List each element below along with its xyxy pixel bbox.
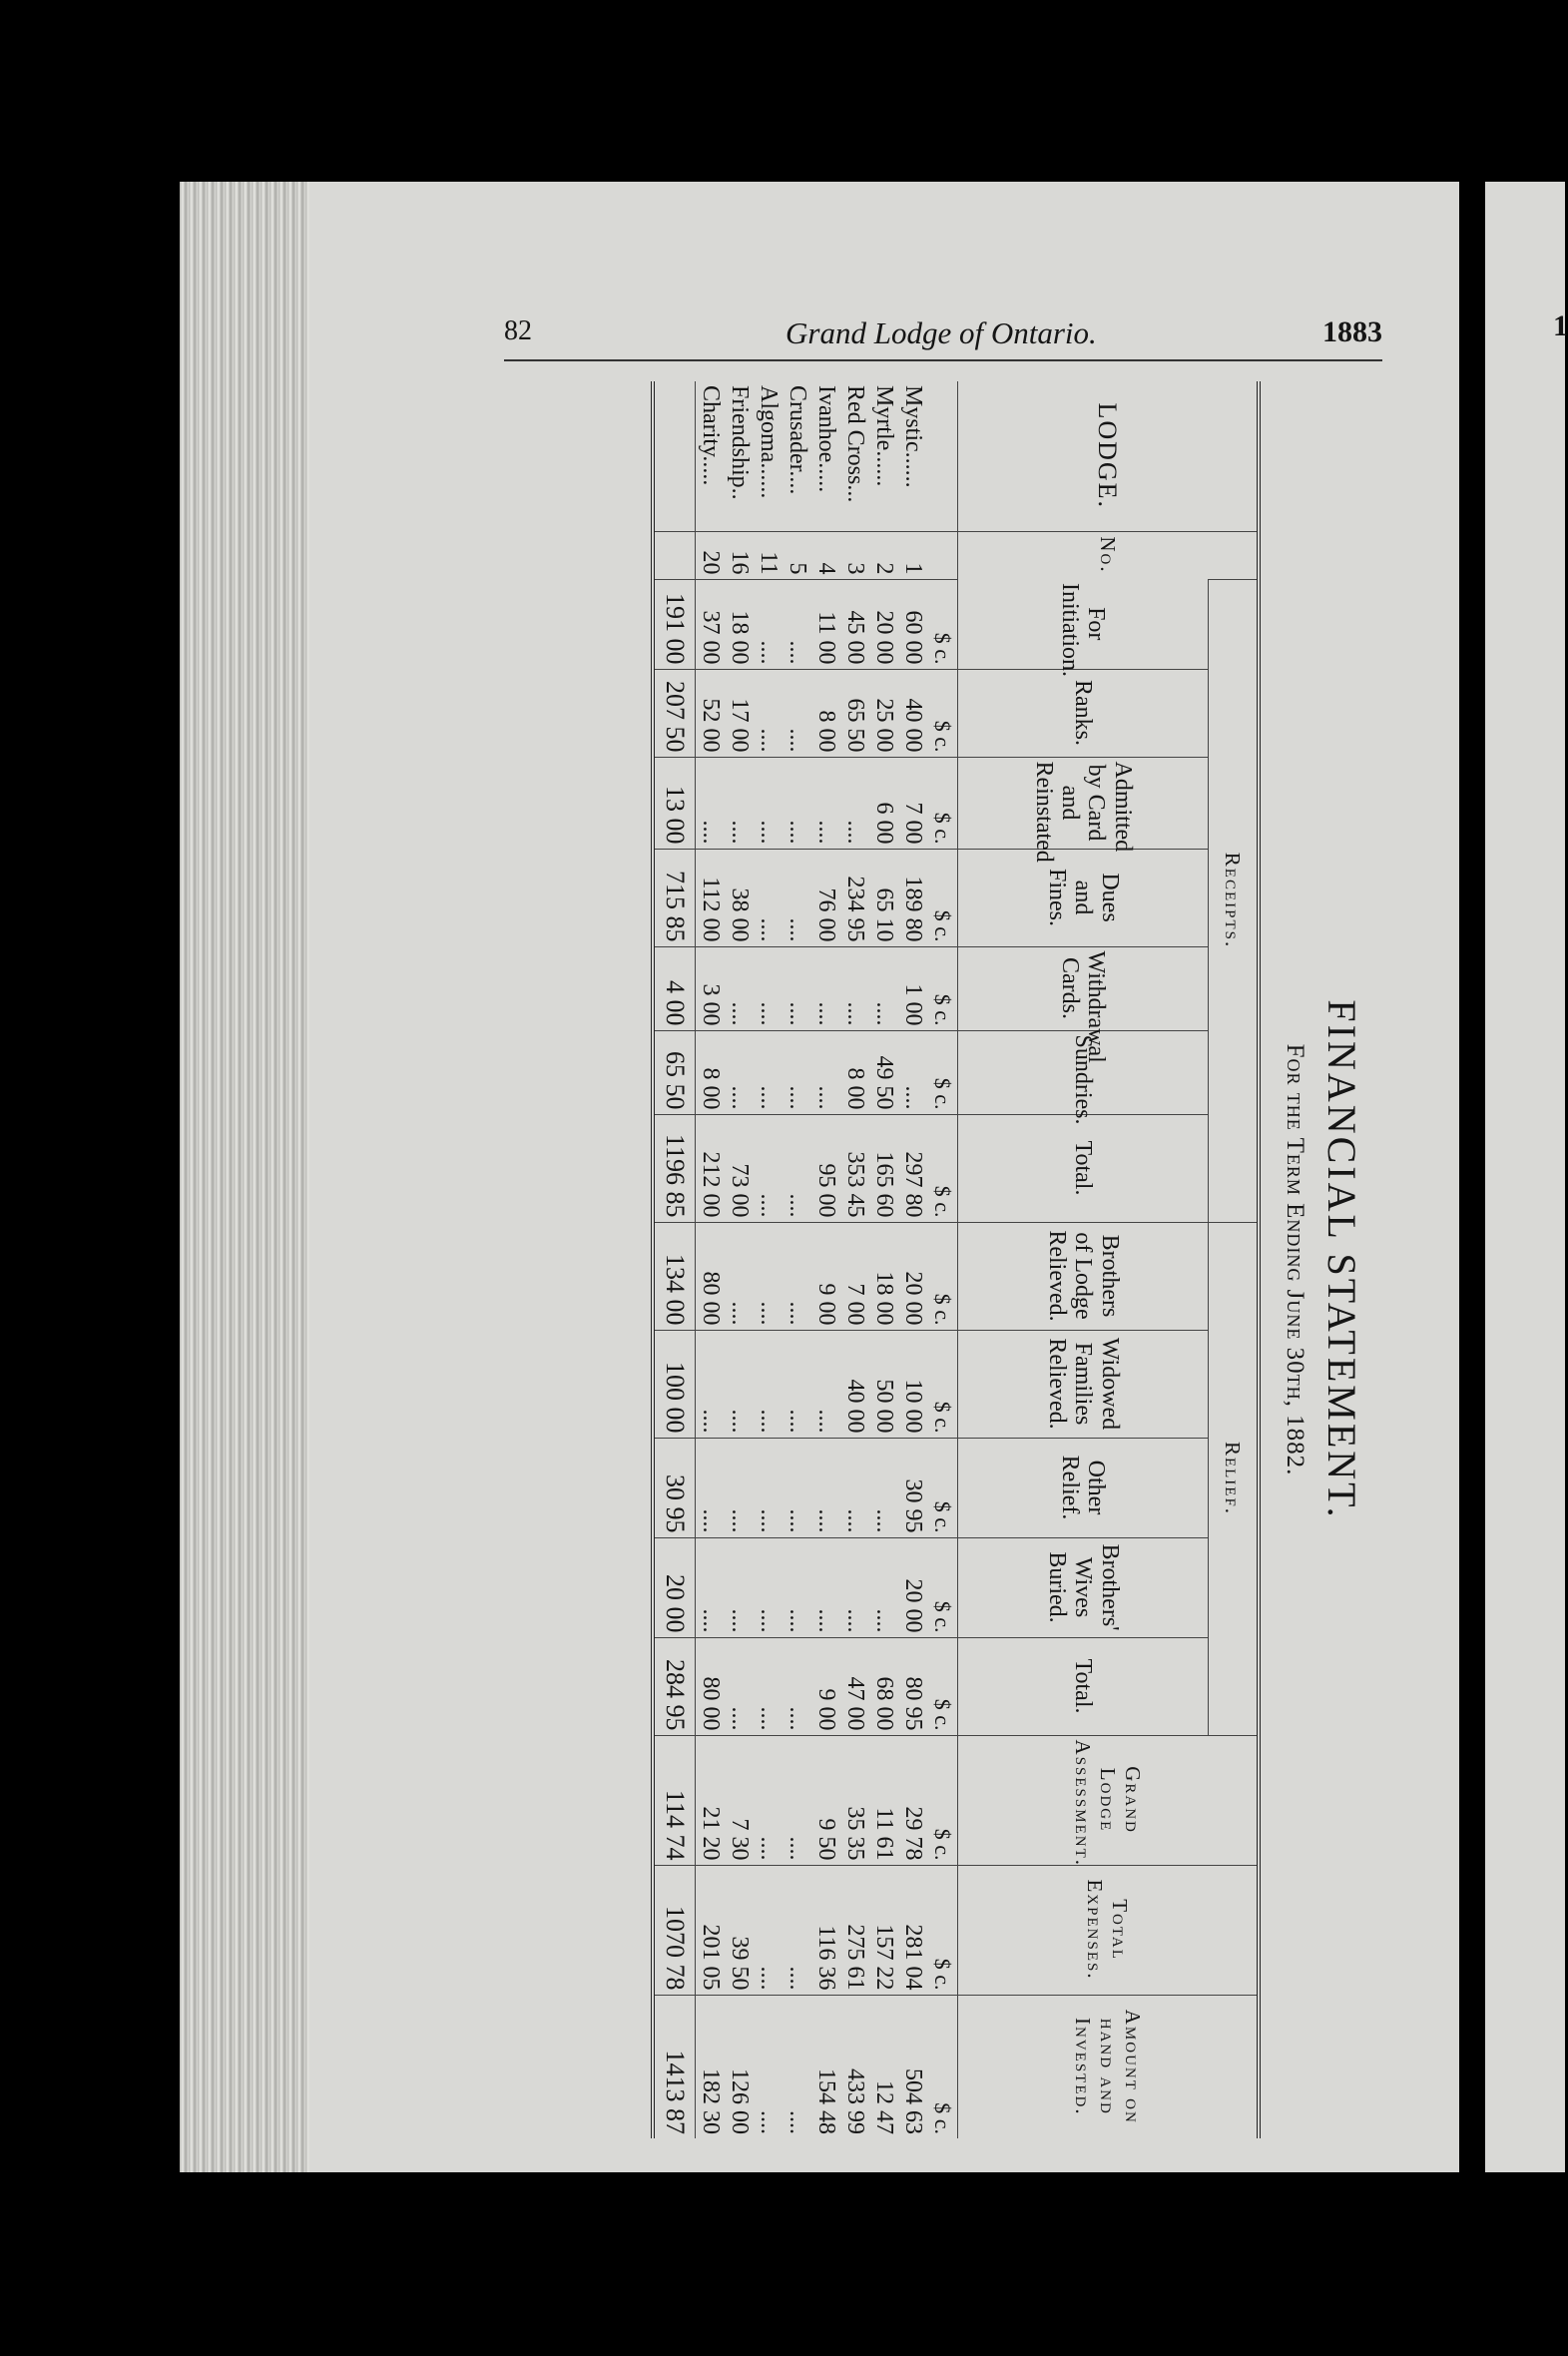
- expenses-value: 157 22: [869, 1865, 898, 1995]
- col-on-hand: Amount on hand and Invested.: [958, 1995, 1260, 2138]
- total-relief-total-value: 284 95: [653, 1637, 696, 1735]
- admitted-value: ....: [783, 757, 811, 849]
- table-row: [783, 381, 811, 2138]
- col-brothers-relieved: Brothers of Lodge Relieved.: [958, 1222, 1209, 1330]
- initiation-value: ....: [754, 579, 783, 669]
- lodge-name: Mystic......: [900, 385, 926, 488]
- admitted-value: ....: [754, 757, 783, 849]
- sundries-value: ....: [725, 1030, 754, 1114]
- unit-label: $ c.: [927, 1637, 958, 1735]
- financial-table: [645, 381, 1261, 2138]
- on-hand-value: ....: [783, 1995, 811, 2138]
- initiation-value: 45 00: [840, 579, 869, 669]
- sundries-value: 8 00: [696, 1030, 726, 1114]
- col-receipts-total: Total.: [958, 1114, 1209, 1222]
- admitted-value: 6 00: [869, 757, 898, 849]
- wives-buried-value: ....: [811, 1537, 840, 1637]
- unit-label: $ c.: [927, 1865, 958, 1995]
- withdrawal-value: 1 00: [898, 946, 927, 1030]
- page-year: 1883: [1322, 315, 1382, 348]
- expenses-value: 275 61: [840, 1865, 869, 1995]
- total-assessment-value: 114 74: [653, 1735, 696, 1865]
- page-number: 82: [504, 315, 532, 346]
- admitted-value: ....: [840, 757, 869, 849]
- sundries-value: ....: [783, 1030, 811, 1114]
- total-withdrawal-value: 4 00: [653, 946, 696, 1030]
- total-other-relief-value: 30 95: [653, 1438, 696, 1537]
- widowed-relieved-value: 40 00: [840, 1330, 869, 1438]
- assessment-value: 35 35: [840, 1735, 869, 1865]
- sundries-value: 49 50: [869, 1030, 898, 1114]
- receipts-total-value: 353 45: [840, 1114, 869, 1222]
- brothers-relieved-value: ....: [725, 1222, 754, 1330]
- lodge-number: 5: [783, 531, 811, 579]
- totals-row: [653, 381, 696, 2138]
- ranks-value: ....: [754, 669, 783, 757]
- wives-buried-value: ....: [725, 1537, 754, 1637]
- statement-title: FINANCIAL STATEMENT.: [1319, 999, 1364, 1520]
- unit-label: $ c.: [927, 1438, 958, 1537]
- admitted-value: ....: [696, 757, 726, 849]
- running-title: Grand Lodge of Ontario.: [785, 315, 1097, 350]
- brothers-relieved-value: 20 00: [898, 1222, 927, 1330]
- ranks-value: 17 00: [725, 669, 754, 757]
- table-row: [869, 381, 898, 2138]
- initiation-value: 11 00: [811, 579, 840, 669]
- total-expenses-value: 1070 78: [653, 1865, 696, 1995]
- other-relief-value: ....: [725, 1438, 754, 1537]
- col-expenses: Total Expenses.: [958, 1865, 1260, 1995]
- relief-total-value: 9 00: [811, 1637, 840, 1735]
- widowed-relieved-value: ....: [811, 1330, 840, 1438]
- relief-total-value: 80 00: [696, 1637, 726, 1735]
- unit-label: $ c.: [927, 1330, 958, 1438]
- brothers-relieved-value: ....: [783, 1222, 811, 1330]
- widowed-relieved-value: ....: [725, 1330, 754, 1438]
- unit-label: $ c.: [927, 757, 958, 849]
- lodge-name: Myrtle......: [871, 385, 897, 487]
- withdrawal-value: ....: [754, 946, 783, 1030]
- expenses-value: ....: [754, 1865, 783, 1995]
- col-lodge: LODGE.: [958, 381, 1260, 531]
- table-row: [754, 381, 783, 2138]
- brothers-relieved-value: 7 00: [840, 1222, 869, 1330]
- lodge-name: Red Cross...: [842, 385, 868, 503]
- expenses-value: 281 04: [898, 1865, 927, 1995]
- assessment-value: ....: [783, 1735, 811, 1865]
- on-hand-value: 154 48: [811, 1995, 840, 2138]
- col-ranks: Ranks.: [958, 669, 1209, 757]
- on-hand-value: ....: [754, 1995, 783, 2138]
- next-page-fragment: [1485, 182, 1568, 2172]
- withdrawal-value: ....: [840, 946, 869, 1030]
- table-row: [725, 381, 754, 2138]
- expenses-value: 39 50: [725, 1865, 754, 1995]
- lodge-number: 2: [869, 531, 898, 579]
- widowed-relieved-value: 10 00: [898, 1330, 927, 1438]
- lodge-name: Algoma......: [756, 385, 782, 499]
- on-hand-value: 126 00: [725, 1995, 754, 2138]
- relief-total-value: ....: [725, 1637, 754, 1735]
- relief-total-value: ....: [783, 1637, 811, 1735]
- receipts-total-value: 73 00: [725, 1114, 754, 1222]
- lodge-number: 4: [811, 531, 840, 579]
- on-hand-value: 433 99: [840, 1995, 869, 2138]
- receipts-total-value: 212 00: [696, 1114, 726, 1222]
- other-relief-value: ....: [754, 1438, 783, 1537]
- withdrawal-value: ....: [869, 946, 898, 1030]
- brothers-relieved-value: ....: [754, 1222, 783, 1330]
- admitted-value: 7 00: [898, 757, 927, 849]
- table-body: [653, 381, 927, 2138]
- col-other-relief: Other Relief.: [958, 1438, 1209, 1537]
- other-relief-value: ....: [840, 1438, 869, 1537]
- widowed-relieved-value: ....: [754, 1330, 783, 1438]
- wives-buried-value: 20 00: [898, 1537, 927, 1637]
- table-row: [840, 381, 869, 2138]
- other-relief-value: 30 95: [898, 1438, 927, 1537]
- expenses-value: ....: [783, 1865, 811, 1995]
- other-relief-value: ....: [811, 1438, 840, 1537]
- col-sundries: Sundries.: [958, 1030, 1209, 1114]
- group-receipts: Receipts.: [1209, 579, 1260, 1222]
- initiation-value: ....: [783, 579, 811, 669]
- statement-subtitle: For the Term Ending June 30th, 1882.: [1282, 1043, 1308, 1476]
- lodge-name: Ivanhoe.....: [813, 385, 839, 493]
- wives-buried-value: ....: [783, 1537, 811, 1637]
- wives-buried-value: ....: [696, 1537, 726, 1637]
- lodge-number: 11: [754, 531, 783, 579]
- sundries-value: ....: [754, 1030, 783, 1114]
- total-dues-value: 715 85: [653, 849, 696, 946]
- sundries-value: 8 00: [840, 1030, 869, 1114]
- initiation-value: 18 00: [725, 579, 754, 669]
- unit-label: $ c.: [927, 946, 958, 1030]
- col-withdrawal: Withdrawal Cards.: [958, 946, 1209, 1030]
- table-row: [696, 381, 726, 2138]
- lodge-name: Charity.....: [698, 385, 724, 486]
- assessment-value: 9 50: [811, 1735, 840, 1865]
- dues-value: 112 00: [696, 849, 726, 946]
- relief-total-value: ....: [754, 1637, 783, 1735]
- ranks-value: 25 00: [869, 669, 898, 757]
- col-initiation: For Initiation.: [1057, 583, 1110, 677]
- total-on-hand-value: 1413 87: [653, 1995, 696, 2138]
- wives-buried-value: ....: [869, 1537, 898, 1637]
- sundries-value: ....: [898, 1030, 927, 1114]
- initiation-value: 20 00: [869, 579, 898, 669]
- total-admitted-value: 13 00: [653, 757, 696, 849]
- lodge-name: Friendship..: [727, 385, 753, 500]
- sundries-value: ....: [811, 1030, 840, 1114]
- total-widowed-relieved-value: 100 00: [653, 1330, 696, 1438]
- ranks-value: 52 00: [696, 669, 726, 757]
- receipts-total-value: 165 60: [869, 1114, 898, 1222]
- ranks-value: 8 00: [811, 669, 840, 757]
- dues-value: ....: [783, 849, 811, 946]
- unit-label: $ c.: [927, 849, 958, 946]
- withdrawal-value: ....: [783, 946, 811, 1030]
- other-relief-value: ....: [783, 1438, 811, 1537]
- total-wives-buried-value: 20 00: [653, 1537, 696, 1637]
- lodge-number: 3: [840, 531, 869, 579]
- table-row: [898, 381, 927, 2138]
- page-header: [504, 313, 1382, 361]
- relief-total-value: 68 00: [869, 1637, 898, 1735]
- total-sundries-value: 65 50: [653, 1030, 696, 1114]
- next-page-number: 1: [1553, 309, 1568, 342]
- relief-total-value: 47 00: [840, 1637, 869, 1735]
- unit-label: $ c.: [927, 1735, 958, 1865]
- table-row: [811, 381, 840, 2138]
- col-wives-buried: Brothers' Wives Buried.: [958, 1537, 1209, 1637]
- receipts-total-value: ....: [783, 1114, 811, 1222]
- receipts-total-value: 95 00: [811, 1114, 840, 1222]
- lodge-number: 16: [725, 531, 754, 579]
- expenses-value: 116 36: [811, 1865, 840, 1995]
- assessment-value: 7 30: [725, 1735, 754, 1865]
- brothers-relieved-value: 80 00: [696, 1222, 726, 1330]
- unit-label: $ c.: [927, 669, 958, 757]
- on-hand-value: 182 30: [696, 1995, 726, 2138]
- assessment-value: 21 20: [696, 1735, 726, 1865]
- dues-value: 234 95: [840, 849, 869, 946]
- assessment-value: ....: [754, 1735, 783, 1865]
- relief-total-value: 80 95: [898, 1637, 927, 1735]
- dues-value: 189 80: [898, 849, 927, 946]
- assessment-value: 29 78: [898, 1735, 927, 1865]
- col-relief-total: Total.: [958, 1637, 1209, 1735]
- unit-label: $ c.: [927, 1995, 958, 2138]
- unit-label: $ c.: [927, 1537, 958, 1637]
- rotated-statement: [547, 381, 1365, 2138]
- widowed-relieved-value: ....: [783, 1330, 811, 1438]
- receipts-total-value: ....: [754, 1114, 783, 1222]
- lodge-number: 20: [696, 531, 726, 579]
- unit-label: $ c.: [927, 1114, 958, 1222]
- total-ranks-value: 207 50: [653, 669, 696, 757]
- receipts-total-value: 297 80: [898, 1114, 927, 1222]
- withdrawal-value: ....: [725, 946, 754, 1030]
- widowed-relieved-value: ....: [696, 1330, 726, 1438]
- group-relief: Relief.: [1209, 1222, 1260, 1735]
- ranks-value: 40 00: [898, 669, 927, 757]
- on-hand-value: 12 47: [869, 1995, 898, 2138]
- lodge-number: 1: [898, 531, 927, 579]
- brothers-relieved-value: 18 00: [869, 1222, 898, 1330]
- col-admitted: Admitted by Card and Reinstated: [958, 757, 1209, 849]
- wives-buried-value: ....: [754, 1537, 783, 1637]
- total-receipts-total-value: 1196 85: [653, 1114, 696, 1222]
- ranks-value: ....: [783, 669, 811, 757]
- other-relief-value: ....: [869, 1438, 898, 1537]
- col-widowed-relieved: Widowed Families Relieved.: [958, 1330, 1209, 1438]
- expenses-value: 201 05: [696, 1865, 726, 1995]
- unit-label: $ c.: [927, 1222, 958, 1330]
- assessment-value: 11 61: [869, 1735, 898, 1865]
- brothers-relieved-value: 9 00: [811, 1222, 840, 1330]
- admitted-value: ....: [725, 757, 754, 849]
- statement-heading: [1281, 381, 1365, 2138]
- dues-value: 38 00: [725, 849, 754, 946]
- page-edge-strip: [180, 182, 309, 2172]
- unit-label: $ c.: [927, 579, 958, 669]
- initiation-value: 60 00: [898, 579, 927, 669]
- admitted-value: ....: [811, 757, 840, 849]
- widowed-relieved-value: 50 00: [869, 1330, 898, 1438]
- col-no: No.: [958, 531, 1260, 579]
- withdrawal-value: ....: [811, 946, 840, 1030]
- dues-value: 76 00: [811, 849, 840, 946]
- on-hand-value: 504 63: [898, 1995, 927, 2138]
- dues-value: 65 10: [869, 849, 898, 946]
- ranks-value: 65 50: [840, 669, 869, 757]
- total-brothers-relieved-value: 134 00: [653, 1222, 696, 1330]
- initiation-value: 37 00: [696, 579, 726, 669]
- wives-buried-value: ....: [840, 1537, 869, 1637]
- total-initiation-value: 191 00: [653, 579, 696, 669]
- col-assessment: Grand Lodge Assessment.: [958, 1735, 1260, 1865]
- dues-value: ....: [754, 849, 783, 946]
- other-relief-value: ....: [696, 1438, 726, 1537]
- col-dues: Dues and Fines.: [958, 849, 1209, 946]
- withdrawal-value: 3 00: [696, 946, 726, 1030]
- lodge-name: Crusader....: [784, 385, 810, 495]
- unit-label: $ c.: [927, 1030, 958, 1114]
